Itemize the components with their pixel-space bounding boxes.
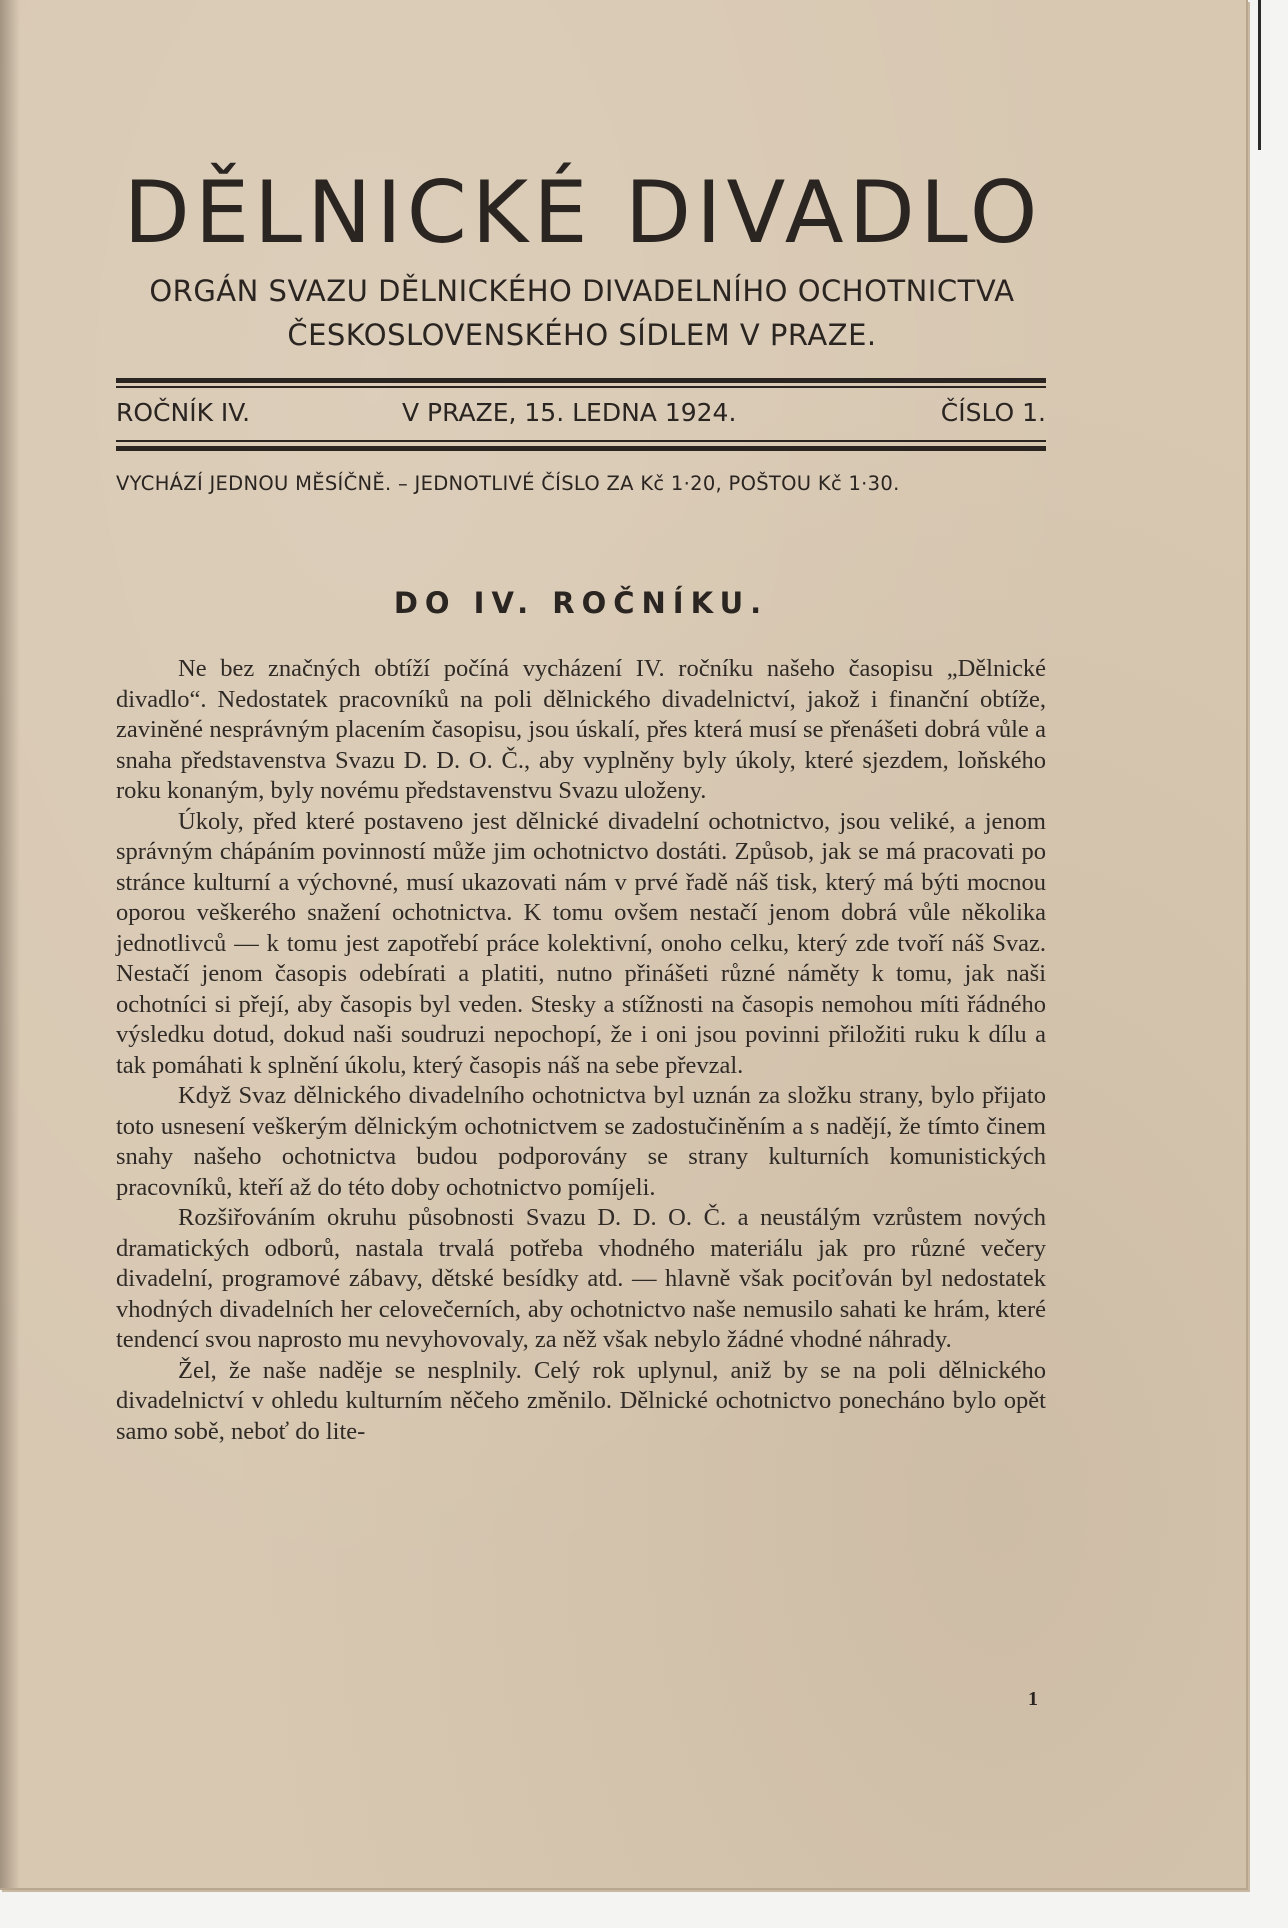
article-paragraph-2: Úkoly, před které postaveno jest dělnické divadelní ochotnictvo, jsou veliké, a jenom správným chápáním povinností může jim ochotnictvo dostáti. Způsob, jak se má pracovati po stránce kulturní a výchovné, musí ukazovati nám v prvé řadě náš tisk, který má býti mocnou oporou veškerého snažení ochotnictva. K tomu ovšem nestačí jenom dobrá vůle několika jednotlivců — k tomu jest zapotřebí práce kolektivní, onoho celku, který zde tvoří náš Svaz. Nestačí jenom časopis odebírati a platiti, nutno přinášeti různé náměty k tomu, jak naši ochotníci si přejí, aby časopis byl veden. Stesky a stížnosti na časopis nemohou míti řádného výsledku dotud, dokud naši soudruzi nepochopí, že i oni jsou povinni přiložiti ruku k dílu a tak pomáhati k splnění úkolu, který časopis náš na sebe převzal. [116, 807, 1046, 1079]
place-date: V PRAZE, 15. LEDNA 1924. [402, 398, 737, 427]
publication-info: VYCHÁZÍ JEDNOU MĚSÍČNĚ. – JEDNOTLIVÉ ČÍSLO ZA Kč 1·20, POŠTOU Kč 1·30. [116, 472, 900, 495]
issue-number: ČÍSLO 1. [940, 398, 1046, 427]
volume-label: ROČNÍK IV. [116, 398, 251, 427]
divider-top-thick [116, 378, 1046, 383]
masthead-title: DĚLNICKÉ DIVADLO [123, 163, 1043, 263]
divider-bottom-thick [116, 446, 1046, 451]
divider-bottom-thin [116, 440, 1046, 442]
issue-info-row [116, 398, 1046, 434]
page-number: 1 [1028, 1688, 1038, 1710]
scan-edge-mark [1258, 0, 1261, 150]
binding-shadow [0, 0, 20, 1888]
article-body [116, 654, 1046, 1447]
divider-top-thin [116, 386, 1046, 388]
article-paragraph-1: Ne bez značných obtíží počíná vycházení IV. ročníku našeho časopisu „Dělnické divadlo“. Nedostatek pracovníků na poli dělnického divadelnictví, jakož i finanční obtíže, zaviněné nesprávným placením časopisu, jsou úskalí, přes která musí se přenášeti dobrá vůle a snaha představenstva Svazu D. D. O. Č., aby vyplněny byly úkoly, které sjezdem, loňského roku konaným, byly novému představenstvu Svazu uloženy. [116, 655, 1046, 804]
masthead-subtitle-line2: ČESKOSLOVENSKÉHO SÍDLEM V PRAZE. [287, 318, 877, 352]
article-paragraph-4: Rozšiřováním okruhu působnosti Svazu D. D. O. Č. a neustálým vzrůstem nových dramatických odborů, nastala trvalá potřeba vhodného materiálu jak pro různé večery divadelní, programové zábavy, dětské besídky atd. — hlavně však pociťován byl nedostatek vhodných divadelních her celovečerních, aby ochotnictvo naše nemusilo sahati ke hrám, které tendencí svou naprosto mu nevyhovovaly, za něž však nebylo žádné vhodné náhrady. [116, 1204, 1046, 1353]
article-paragraph-5: Žel, že naše naděje se nesplnily. Celý rok uplynul, aniž by se na poli dělnického divadelnictví v ohledu kulturním něčeho změnilo. Dělnické ochotnictvo ponecháno bylo opět samo sobě, neboť do lite- [116, 1356, 1046, 1445]
masthead-subtitle-line1: ORGÁN SVAZU DĚLNICKÉHO DIVADELNÍHO OCHOTNICTVA [149, 274, 1015, 308]
article-paragraph-3: Když Svaz dělnického divadelního ochotnictva byl uznán za složku strany, bylo přijato toto usnesení veškerým dělnickým ochotnictvem se zadostučiněním a s nadějí, že tímto činem snahy našeho ochotnictva budou podporovány se strany kulturních komunistických pracovníků, kteří až do této doby ochotnictvo pomíjeli. [116, 1082, 1046, 1201]
article-heading: DO IV. ROČNÍKU. [393, 586, 769, 620]
